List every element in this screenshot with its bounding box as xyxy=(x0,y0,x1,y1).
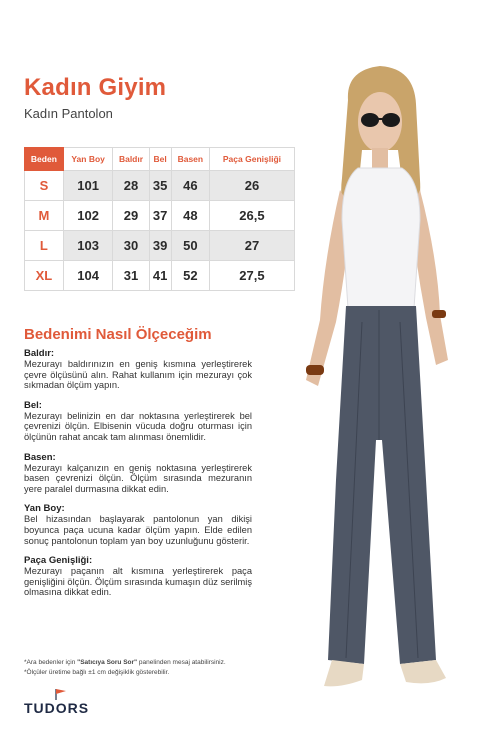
size-label: M xyxy=(25,201,64,231)
size-chart-table xyxy=(24,147,295,291)
table-cell: 29 xyxy=(113,201,149,231)
table-row xyxy=(25,201,295,231)
footnote-size-question: *Ara bedenler için "Satıcıya Soru Sor" panelinden mesaj atabilirsiniz. xyxy=(24,659,226,666)
table-cell: 27 xyxy=(209,231,294,261)
size-chart-header-row xyxy=(25,148,295,171)
guide-section-calf xyxy=(24,348,252,391)
column-header-side-length: Yan Boy xyxy=(63,148,113,171)
guide-section-hip xyxy=(24,452,252,495)
white-tank-top xyxy=(342,168,420,308)
column-header-size: Beden xyxy=(25,148,64,171)
shoe xyxy=(324,660,364,686)
wide-leg-trousers xyxy=(328,306,436,664)
table-cell: 37 xyxy=(149,201,171,231)
table-row xyxy=(25,171,295,201)
section-heading: Paça Genişliği: xyxy=(24,555,93,567)
section-body: Mezurayı baldırınızın en geniş kısmına yerleştirerek çevre ölçüsünü alın. Rahat kullanım için mezurayı çok sıkmadan ölçüm yapın. xyxy=(24,359,252,391)
column-header-calf: Baldır xyxy=(113,148,149,171)
table-row xyxy=(25,261,295,291)
table-cell: 31 xyxy=(113,261,149,291)
table-cell: 28 xyxy=(113,171,149,201)
section-heading: Bel: xyxy=(24,399,42,411)
shoe xyxy=(400,660,446,683)
size-label: S xyxy=(25,171,64,201)
column-header-leg-opening: Paça Genişliği xyxy=(209,148,294,171)
table-cell: 50 xyxy=(171,231,209,261)
bracelet xyxy=(432,310,446,318)
table-cell: 52 xyxy=(171,261,209,291)
section-heading: Baldır: xyxy=(24,348,55,359)
size-label: XL xyxy=(25,261,64,291)
bracelet xyxy=(306,365,324,375)
footnote-tolerance: *Ölçüler üretime bağlı ±1 cm değişiklik gösterebilir. xyxy=(24,669,170,676)
table-cell: 102 xyxy=(63,201,113,231)
guide-section-waist xyxy=(24,400,252,443)
section-body: Mezurayı paçanın alt kısmına yerleştirerek paça genişliğini ölçün. Ölçüm sırasında kumaşın düz serilmiş olmasına dikkat edin. xyxy=(24,566,252,598)
table-cell: 39 xyxy=(149,231,171,261)
table-cell: 48 xyxy=(171,201,209,231)
model-photo xyxy=(280,60,480,700)
brand-logo xyxy=(24,688,104,718)
table-cell: 26 xyxy=(209,171,294,201)
section-heading: Yan Boy: xyxy=(24,503,65,515)
measure-guide-title: Bedenimi Nasıl Ölçeceğim xyxy=(24,326,212,343)
flag-icon xyxy=(54,688,68,700)
page-title: Kadın Giyim xyxy=(24,74,167,101)
size-label: L xyxy=(25,231,64,261)
table-cell: 104 xyxy=(63,261,113,291)
measure-guide xyxy=(24,348,252,607)
column-header-waist: Bel xyxy=(149,148,171,171)
table-cell: 103 xyxy=(63,231,113,261)
guide-section-leg-opening xyxy=(24,555,252,598)
table-cell: 46 xyxy=(171,171,209,201)
table-row xyxy=(25,231,295,261)
table-cell: 27,5 xyxy=(209,261,294,291)
table-cell: 35 xyxy=(149,171,171,201)
page-subtitle: Kadın Pantolon xyxy=(24,106,113,121)
brand-name: TUDORS xyxy=(24,700,90,716)
column-header-hip: Basen xyxy=(171,148,209,171)
section-body: Mezurayı belinizin en dar noktasına yerleştirerek bel çevrenizi ölçün. Elbisenin vücuda doğru oturması için ölçünün rahat ancak tam alınması önemlidir. xyxy=(24,410,252,442)
section-heading: Basen: xyxy=(24,451,56,463)
table-cell: 101 xyxy=(63,171,113,201)
table-cell: 41 xyxy=(149,261,171,291)
section-body: Bel hizasından başlayarak pantolonun yan dikişi boyunca paça ucuna kadar ölçüm yapın. Elde edilen sonuç pantolonun toplam yan boy uzunluğunu gösterir. xyxy=(24,514,252,546)
table-cell: 30 xyxy=(113,231,149,261)
footnotes xyxy=(24,658,264,678)
guide-section-side-length xyxy=(24,503,252,546)
table-cell: 26,5 xyxy=(209,201,294,231)
section-body: Mezurayı kalçanızın en geniş noktasına yerleştirerek basen çevrenizi ölçün. Ölçüm sırasında mezuranın yere paralel durmasına dikkat edin. xyxy=(24,462,252,494)
